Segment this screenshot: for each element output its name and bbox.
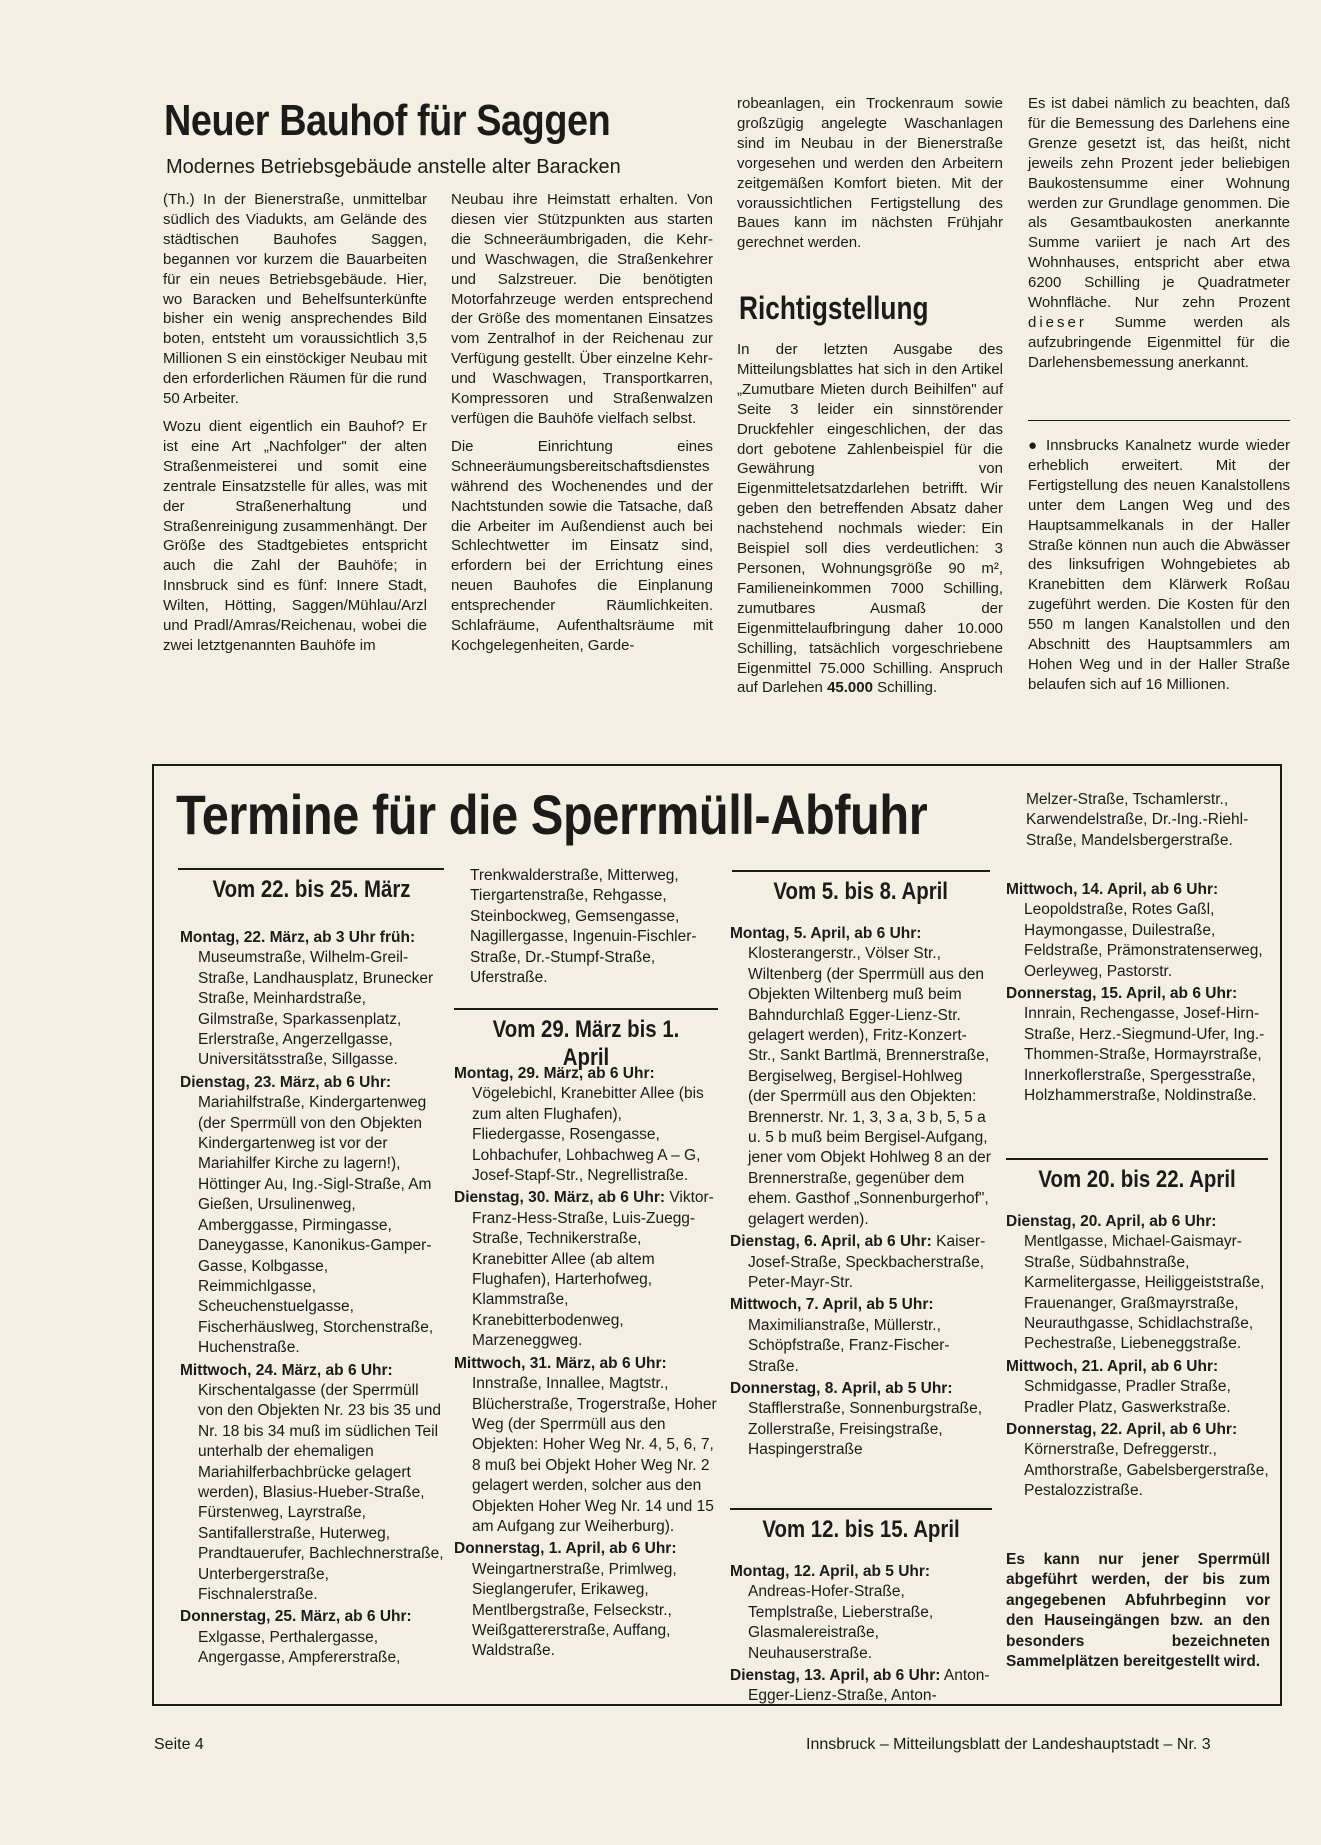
entry-streets: Mentlgasse, Michael-Gaismayr-Straße, Südbahnstraße, Karmelitergasse, Heiliggeiststraße, Frauenanger, Graßmayrstraße, Neurauthgasse, Schidlachstraße, Pechestraße, Liebeneggstraße.	[1024, 1233, 1265, 1353]
schedule-entry	[180, 928, 444, 1071]
schedule-entry	[454, 1539, 718, 1661]
paragraph: robeanlagen, ein Trockenraum sowie großzügig angelegte Waschanlagen sind im Neubau in der Bienerstraße vorgesehen und werden den Arbeitern zeitgemäßen Komfort bieten. Mit der voraussichtlichen Fertigstellung des Baues kann im nächsten Frühjahr gerechnet werden.	[737, 95, 1003, 252]
entry-day: Mittwoch, 24. März, ab 6 Uhr:	[180, 1361, 393, 1379]
entry-streets: Kaiser-Josef-Straße, Speckbacherstraße, Peter-Mayr-Str.	[748, 1233, 986, 1291]
entry-streets: Körnerstraße, Defreggerstr., Amthorstraße, Gabelsbergerstraße, Pestalozzistraße.	[1024, 1441, 1269, 1500]
period-label: Vom 29. März bis 1. April	[492, 1016, 680, 1071]
period-label: Vom 20. bis 22. April	[1038, 1166, 1236, 1193]
kanal-article	[1028, 436, 1290, 703]
entry-day: Dienstag, 23. März, ab 6 Uhr:	[180, 1073, 392, 1091]
entry-day: Donnerstag, 8. April, ab 5 Uhr:	[730, 1379, 953, 1397]
correction-continued-end: Summe werden als aufzubringende Eigenmittel für die Darlehensbemessung anerkannt.	[1028, 313, 1291, 371]
schedule-column-3-b	[730, 1562, 992, 1709]
period-label: Vom 12. bis 15. April	[762, 1516, 960, 1543]
publication-name: Innsbruck – Mitteilungsblatt der Landeshauptstadt – Nr. 3	[806, 1736, 1211, 1753]
period-heading	[730, 1508, 992, 1544]
schedule-column-4-b	[1006, 1212, 1272, 1504]
paragraph	[737, 340, 1003, 698]
loan-amount: 45.000	[827, 679, 873, 697]
entry-day: Donnerstag, 15. April, ab 6 Uhr:	[1006, 985, 1238, 1003]
schedule-continued: Melzer-Straße, Tschamlerstr., Karwendelstraße, Dr.-Ing.-Riehl-Straße, Mandelsbergerstraße.	[1026, 791, 1249, 849]
schedule-entry	[1006, 880, 1272, 982]
schedule-entry	[454, 1354, 718, 1538]
schedule-entry	[180, 1073, 444, 1359]
article-title: Neuer Bauhof für Saggen	[164, 96, 611, 145]
schedule-note: Es kann nur jener Sperrmüll abgeführt werden, der bis zum angegebenen Abfuhrbeginn vor den Hauseingängen bzw. an den besonders bezeichneten Sammelplätzen bereitgestellt wird.	[1006, 1551, 1270, 1671]
spaced-word: dieser	[1028, 313, 1087, 331]
entry-day: Donnerstag, 1. April, ab 6 Uhr:	[454, 1540, 677, 1558]
schedule-entry	[1006, 1212, 1272, 1355]
schedule-column-2-top	[470, 866, 716, 990]
entry-day: Montag, 12. April, ab 5 Uhr:	[730, 1563, 931, 1580]
richtigstellung-text	[737, 340, 1003, 706]
entry-day: Donnerstag, 22. April, ab 6 Uhr:	[1006, 1421, 1238, 1439]
entry-streets: Leopoldstraße, Rotes Gaßl, Haymongasse, Duilestraße, Feldstraße, Prämonstratenserweg, Oerleyweg, Pastorstr.	[1024, 901, 1263, 980]
schedule-entry	[730, 1562, 992, 1664]
schedule-entry	[454, 1064, 718, 1186]
period-label: Vom 5. bis 8. April	[773, 878, 949, 905]
schedule-entry	[730, 924, 992, 1230]
schedule-continued: Trenkwalderstraße, Mitterweg, Tiergartenstraße, Rehgasse, Steinbockweg, Gemsengasse, Nagillergasse, Ingenuin-Fischler-Straße, Dr.-Stumpf-Straße, Uferstraße.	[470, 867, 697, 987]
entry-streets: Schmidgasse, Pradler Straße, Pradler Platz, Gaswerkstraße.	[1024, 1378, 1231, 1416]
entry-day: Mittwoch, 14. April, ab 6 Uhr:	[1006, 881, 1219, 898]
entry-streets: Weingartnerstraße, Primlweg, Sieglangerufer, Erikaweg, Mentlbergstraße, Felseckstr., Weißgattererstraße, Auffang, Waldstraße.	[472, 1560, 677, 1660]
period-heading	[1006, 1158, 1268, 1194]
period-heading	[178, 868, 444, 904]
bauhof-title-block	[164, 96, 724, 146]
bauhof-column-2	[451, 190, 713, 664]
entry-streets: Innstraße, Innallee, Magtstr., Blücherstraße, Trogerstraße, Hoher Weg (der Sperrmüll aus den Objekten: Hoher Weg Nr. 4, 5, 6, 7, 8 muß bei Objekt Hoher Weg Nr. 2 gelagert werden, solcher aus den Objekten Hoher Weg Nr. 14 und 15 am Aufgang zur Weiherburg).	[472, 1375, 717, 1535]
entry-streets: Innrain, Rechengasse, Josef-Hirn-Straße, Herz.-Siegmund-Ufer, Ing.-Thommen-Straße, Hormayrstraße, Innerkoflerstraße, Spergesstraße, Holzhammerstraße, Noldinstraße.	[1024, 1005, 1265, 1105]
schedule-entry	[1006, 1357, 1272, 1418]
entry-streets: Kirschentalgasse (der Sperrmüll von den Objekten Nr. 23 bis 35 und Nr. 18 bis 34 muß im südlichen Teil unterhalb der ehemaligen Mariahilferbachbrücke gelagert werden), Blasius-Hueber-Straße, Fürstenweg, Layrstraße, Santifallerstraße, Huterweg, Prandtauerufer, Bachlechnerstraße, Unterbergerstraße, Fischnalerstraße.	[198, 1381, 444, 1603]
correction-text: In der letzten Ausgabe des Mitteilungsblattes hat sich in den Artikel „Zumutbare Mieten durch Beihilfen" auf Seite 3 leider ein sinnstörender Druckfehler eingeschlichen, der das dort gebotene Zahlenbeispiel für die Gewährung von Eigenmitteletsatzdarlehen betrifft. Wir geben den betreffenden Absatz daher nachstehend nochmals wieder: Ein Beispiel soll dies verdeutlichen: 3 Personen, Wohnungsgröße 90 m², Familieneinkommen 7000 Schilling, zumutbares Ausmaß der Eigenmittelaufbringung daher 10.000 Schilling, tatsächlich vorgeschriebene Eigenmittel 75.000 Schilling. Anspruch auf Darlehen	[737, 341, 1003, 697]
entry-day: Montag, 5. April, ab 6 Uhr:	[730, 925, 922, 942]
entry-streets: Andreas-Hofer-Straße, Templstraße, Lieberstraße, Glasmalereistraße, Neuhauserstraße.	[748, 1583, 934, 1662]
bauhof-column-3	[737, 94, 1003, 261]
paragraph	[1028, 94, 1290, 373]
entry-day: Dienstag, 13. April, ab 6 Uhr:	[730, 1667, 941, 1685]
entry-streets: Klosterangerstr., Völser Str., Wiltenberg (der Sperrmüll aus den Objekten Wiltenberg muß beim Bahndurchlaß Egger-Lienz-Str. gelagert werden), Fritz-Konzert-Str., Sankt Bartlmä, Brennerstraße, Bergiselweg, Bergisel-Hohlweg (der Sperrmüll aus den Objekten: Brennerstr. Nr. 1, 3, 3 a, 3 b, 5, 5 a u. 5 b muß beim Bergisel-Aufgang, jener vom Objekt Hohlweg 8 an der Brennerstraße, gegenüber dem ehem. Gasthof „Sonnenburgerhof", gelagert werden).	[748, 945, 991, 1228]
schedule-entry	[1006, 984, 1272, 1106]
page-number: Seite 4	[154, 1736, 204, 1753]
schedule-entry	[454, 1188, 718, 1351]
schedule-column-3	[730, 924, 992, 1463]
entry-day: Donnerstag, 25. März, ab 6 Uhr:	[180, 1608, 412, 1626]
divider	[1028, 420, 1290, 421]
entry-streets: Maximilianstraße, Müllerstr., Schöpfstraße, Franz-Fischer-Straße.	[748, 1316, 950, 1375]
paragraph: (Th.) In der Bienerstraße, unmittelbar südlich des Viadukts, am Gelände des städtischen Bauhofes Saggen, begannen vor kurzem die Bauarbeiten für ein neues Betriebsgebäude. Hier, wo Baracken und Behelfsunterkünfte bisher ein wenig ansprechendes Bild boten, entsteht um voraussichtlich 3,5 Millionen S ein einstöckiger Neubau mit den erforderlichen Räumen für die rund 50 Arbeiter.	[163, 191, 427, 408]
correction-title: Richtigstellung	[739, 290, 929, 326]
entry-day: Mittwoch, 7. April, ab 5 Uhr:	[730, 1296, 934, 1314]
bauhof-column-1	[163, 190, 427, 664]
schedule-entry	[730, 1379, 992, 1461]
period-heading	[732, 870, 990, 906]
schedule-column-1	[180, 928, 444, 1671]
schedule-entry	[730, 1232, 992, 1293]
entry-day: Montag, 22. März, ab 3 Uhr früh:	[180, 929, 416, 946]
entry-day: Montag, 29. März, ab 6 Uhr:	[454, 1065, 655, 1082]
schedule-entry	[730, 1295, 992, 1377]
correction-text-end: Schilling.	[877, 679, 938, 697]
correction-continued: Es ist dabei nämlich zu beachten, daß für die Bemessung des Darlehens eine Grenze gesetzt ist, das heißt, nicht jeweils zehn Prozent jeder beliebigen Baukostensumme einer Wohnung werden zur Grundlage genommen. Die als Gesamtbaukosten anerkannte Summe variiert je nach Art des Wohnhauses, entspricht aber etwa 6200 Schilling je Quadratmeter Wohnfläche. Nur zehn Prozent	[1028, 95, 1290, 312]
entry-streets: Anton-Egger-Lienz-Straße, Anton-	[748, 1667, 990, 1705]
entry-streets: Exlgasse, Perthalergasse, Angergasse, Ampfererstraße,	[198, 1628, 401, 1667]
entry-streets: Mariahilfstraße, Kindergartenweg (der Sperrmüll von den Objekten Kindergartenweg ist vor der Mariahilfer Kirche zu lagern!), Höttinger Au, Ing.-Sigl-Straße, Am Gießen, Ursulinenweg, Amberggasse, Pirmingasse, Daneygasse, Kanonikus-Gamper-Gasse, Kolbgasse, Reimmichlgasse, Scheuchenstuelgasse, Fischerhäuslweg, Storchenstraße, Huchenstraße.	[198, 1094, 434, 1357]
paragraph: Neubau ihre Heimstatt erhalten. Von diesen vier Stützpunkten aus starten die Schneeräumbrigaden, die Kehr- und Waschwagen, die Straßenkehrer und Salzstreuer. Die benötigten Motorfahrzeuge werden entsprechend der Größe des momentanen Einsatzes vom Zentralhof in der Reichenau zur Verfügung gestellt. Über einzelne Kehr- und Waschwagen, Transportkarren, Kompressoren und Straßenwalzen verfügen die Bauhöfe vielfach selbst.	[451, 191, 713, 427]
schedule-column-4-top	[1026, 790, 1276, 853]
entry-day: Mittwoch, 31. März, ab 6 Uhr:	[454, 1354, 667, 1372]
schedule-entry	[180, 1607, 444, 1668]
box-left-border	[152, 764, 154, 1706]
entry-day: Dienstag, 6. April, ab 6 Uhr:	[730, 1233, 932, 1251]
richtigstellung-column-4	[1028, 94, 1290, 381]
box-right-border	[1280, 764, 1282, 1706]
entry-day: Dienstag, 30. März, ab 6 Uhr:	[454, 1189, 666, 1207]
period-label: Vom 22. bis 25. März	[211, 876, 411, 903]
entry-day: Dienstag, 20. April, ab 6 Uhr:	[1006, 1213, 1217, 1230]
kanal-text: Innsbrucks Kanalnetz wurde wieder erheblich erweitert. Mit der Fertigstellung des neuen Kanalstollens unter dem Langen Weg und des Hauptsammelkanals in der Haller Straße können nun auch die Abwässer des linksufrigen Wohngebietes ab Kranebitten dem Klärwerk Roßau zugeführt werden. Die Kosten für den 550 m langen Kanalstollen und den Abschnitt des Hauptsammlers am Hohen Weg und in der Haller Straße belaufen sich auf 16 Millionen.	[1028, 437, 1291, 693]
entry-streets: Viktor-Franz-Hess-Straße, Luis-Zuegg-Straße, Technikerstraße, Kranebitter Allee (ab altem Flughafen), Harterhofweg, Klammstraße, Kranebitterbodenweg, Marzeneggweg.	[472, 1189, 714, 1350]
period-heading	[454, 1008, 718, 1072]
schedule-column-2	[454, 1064, 718, 1664]
entry-streets: Museumstraße, Wilhelm-Greil-Straße, Landhausplatz, Brunecker Straße, Meinhardstraße, Gilmstraße, Sparkassenplatz, Erlerstraße, Angerzellgasse, Universitätsstraße, Sillgasse.	[198, 949, 434, 1069]
box-top-border	[152, 764, 1282, 766]
schedule-entry	[1006, 1420, 1272, 1502]
bullet-icon: ●	[1028, 437, 1040, 454]
entry-streets: Vögelebichl, Kranebitter Allee (bis zum alten Flughafen), Fliedergasse, Rosengasse, Lohbachufer, Lohbachweg A – G, Josef-Stapf-Str., Negrellistraße.	[472, 1085, 704, 1185]
sperrmuell-title-block	[176, 782, 996, 847]
paragraph: Wozu dient eigentlich ein Bauhof? Er ist eine Art „Nachfolger" der alten Straßenmeisterei und somit eine zentrale Einsatzstelle für alles, was mit der Straßenerhaltung und Straßenreinigung zusammenhängt. Der Größe des Stadtgebietes entspricht auch die Zahl der Bauhöfe; in Innsbruck sind es fünf: Innere Stadt, Wilten, Hötting, Saggen/Mühlau/Arzl und Pradl/Amras/Reichenau, wobei die zwei letztgenannten Bauhöfe im	[163, 417, 427, 654]
schedule-entry	[730, 1666, 992, 1707]
entry-streets: Stafflerstraße, Sonnenburgstraße, Zollerstraße, Freisingstraße, Haspingerstraße	[748, 1400, 983, 1459]
richtigstellung-title-block	[739, 290, 1005, 327]
entry-day: Mittwoch, 21. April, ab 6 Uhr:	[1006, 1357, 1219, 1375]
schedule-title: Termine für die Sperrmüll-Abfuhr	[176, 783, 928, 846]
paragraph	[1028, 436, 1290, 695]
article-subtitle: Modernes Betriebsgebäude anstelle alter Baracken	[166, 156, 621, 178]
schedule-column-4	[1006, 880, 1272, 1108]
schedule-entry	[180, 1361, 444, 1606]
paragraph: Die Einrichtung eines Schneeräumungsbereitschaftsdienstes während des Wochenendes und der Nachtstunden sowie die Tatsache, daß die Arbeiter im Außendienst auch bei Schlechtwetter im Einsatz sind, erfordern bei der Errichtung eines neuen Bauhofes die Einplanung entsprechender Räumlichkeiten. Schlafräume, Aufenthaltsräume mit Kochgelegenheiten, Garde-	[451, 437, 713, 654]
box-bottom-border	[152, 1704, 1282, 1706]
